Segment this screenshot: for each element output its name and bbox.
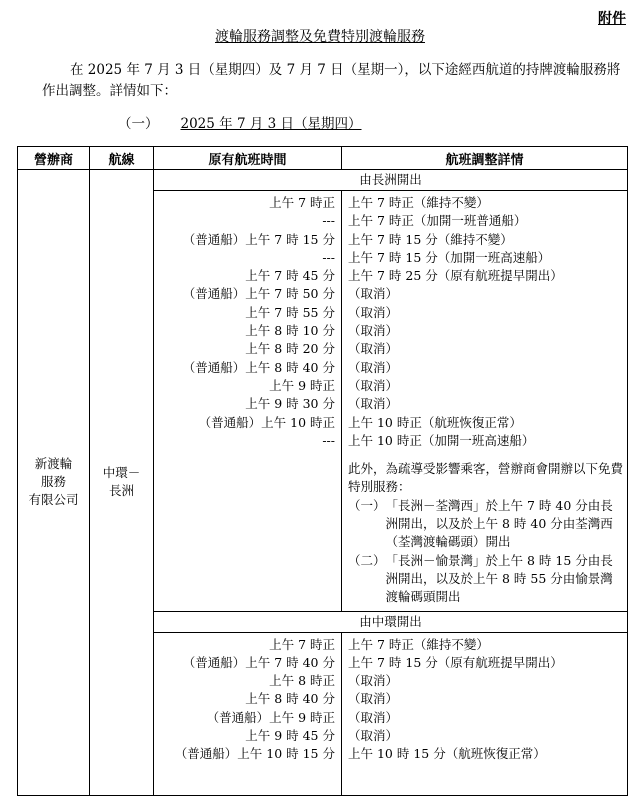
block1-adjustment-8: （取消） [348,323,399,339]
block2-adjustment-2: 上午 7 時 15 分（原有航班提早開出） [348,654,563,670]
block1-original-time-7: 上午 7 時 55 分 [245,304,335,320]
block1-adjustment-9: （取消） [348,341,399,357]
block2-adjustment-3: （取消） [348,673,399,689]
block1-adjustment-7: （取消） [348,304,399,320]
block1-original-time-4: --- [322,249,335,265]
block1-original-time-6: （普通船）上午 7 時 50 分 [182,286,335,302]
block1-original-time-9: 上午 8 時 20 分 [245,341,335,357]
block1-original-time-8: 上午 8 時 10 分 [245,323,335,339]
block1-adjustments [342,191,628,612]
header-operator: 營辦商 [18,147,90,170]
special-service-item [348,552,623,607]
special-service-number: （一） [348,497,386,513]
annex-label: 附件 [598,11,626,27]
block2-original-time-3: 上午 8 時正 [269,673,335,689]
block2-original-time-5: （普通船）上午 9 時正 [206,709,335,725]
block1-adjustment-12: （取消） [348,396,399,412]
block2-original-time-2: （普通船）上午 7 時 40 分 [182,654,335,670]
block1-original-time-10: （普通船）上午 8 時 40 分 [182,359,335,375]
document-title: 渡輪服務調整及免費特別渡輪服務 [215,29,425,45]
block1-adjustment-11: （取消） [348,377,399,393]
block1-adjustment-10: （取消） [348,359,399,375]
header-adjustment: 航班調整詳情 [342,147,628,170]
block1-original-time-1: 上午 7 時正 [269,195,335,210]
special-service-item [348,497,623,552]
block2-original-time-1: 上午 7 時正 [269,636,335,652]
special-service-number: （二） [348,552,386,568]
route-cell [90,170,154,796]
header-original-time: 原有航班時間 [154,147,342,170]
block1-original-time-12: 上午 9 時 30 分 [245,396,335,412]
block1-adjustment-2: 上午 7 時正（加開一班普通船） [348,213,527,229]
header-route: 航線 [90,147,154,170]
route-name: 中環－ 長洲 [102,465,141,499]
block2-adjustments [342,632,628,795]
block1-adjustment-14: 上午 10 時正（加開一班高速船） [348,432,535,448]
block1-adjustment-3: 上午 7 時 15 分（維持不變） [348,231,513,247]
table-header-row [18,147,628,170]
section-heading [118,112,362,132]
block1-adjustment-13: 上午 10 時正（航班恢復正常） [348,414,522,430]
section-number: （一） [118,116,159,132]
block1-original-time-3: （普通船）上午 7 時 15 分 [182,231,335,247]
block1-adjustment-1: 上午 7 時正（維持不變） [348,195,489,210]
block2-adjustment-1: 上午 7 時正（維持不變） [348,636,489,652]
block1-original-time-2: --- [322,213,335,229]
block1-adjustment-6: （取消） [348,286,399,302]
block1-original-time-11: 上午 9 時正 [269,377,335,393]
block1-header: 由長洲開出 [154,170,628,191]
special-service-note: 此外，為疏導受影響乘客，營辦商會開辦以下免費特別服務： [348,461,624,495]
special-service-text: 「長洲－荃灣西」於上午 7 時 40 分由長洲開出，以及於上午 8 時 40 分由荃灣西（荃灣渡輪碼頭）開出 [385,497,613,550]
intro-text: 在 2025 年 7 月 3 日（星期四）及 7 月 7 日（星期一），以下途經西航道的持牌渡輪服務將作出調整。詳情如下： [42,62,621,99]
block1-original-times [154,191,342,612]
block2-original-time-6: 上午 9 時 45 分 [245,728,335,744]
block2-adjustment-4: （取消） [348,691,399,707]
block2-original-time-4: 上午 8 時 40 分 [245,691,335,707]
block2-adjustment-5: （取消） [348,709,399,725]
schedule-table [17,146,628,796]
block1-original-time-13: （普通船）上午 10 時正 [198,414,335,430]
intro-paragraph [42,60,622,102]
block2-header: 由中環開出 [154,611,628,632]
block2-original-times [154,632,342,795]
block2-original-time-7: （普通船）上午 10 時 15 分 [174,746,335,762]
section-date: 2025 年 7 月 3 日（星期四） [180,116,362,132]
operator-cell [18,170,90,796]
block1-adjustment-5: 上午 7 時 25 分（原有航班提早開出） [348,268,563,284]
special-service-text: 「長洲－愉景灣」於上午 8 時 15 分由長洲開出，以及於上午 8 時 55 分由愉景灣渡輪碼頭開出 [385,552,613,605]
block2-adjustment-6: （取消） [348,728,399,744]
block2-adjustment-7: 上午 10 時 15 分（航班恢復正常） [348,746,546,762]
block1-original-time-5: 上午 7 時 45 分 [245,268,335,284]
block1-original-time-14: --- [322,432,335,448]
block1-adjustment-4: 上午 7 時 15 分（加開一班高速船） [348,249,551,265]
operator-name: 新渡輪 服務 有限公司 [28,456,79,508]
